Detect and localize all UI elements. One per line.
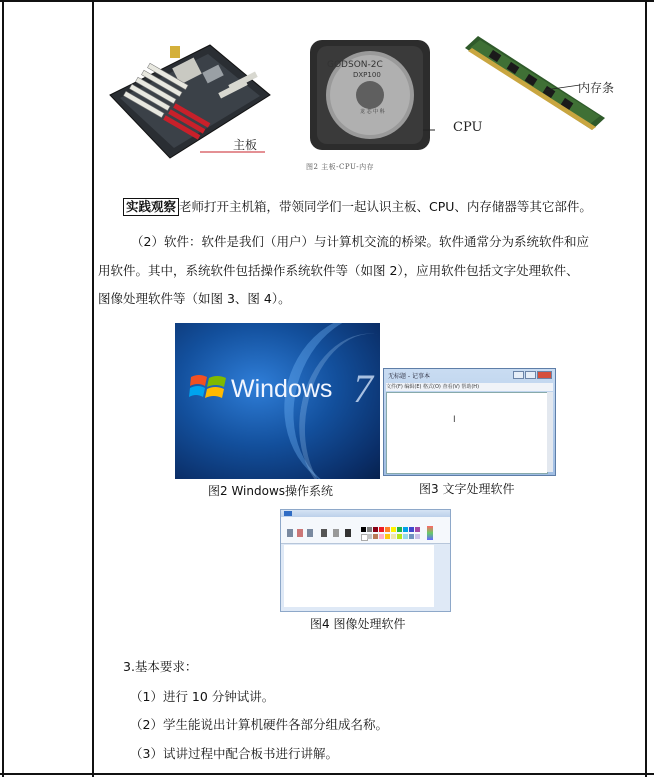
color-swatch bbox=[385, 527, 390, 532]
practice-tag: 实践观察 bbox=[123, 198, 179, 216]
paragraph-software-line2: 用软件。其中，系统软件包括操作系统软件等（如图 2），应用软件包括文字处理软件、 bbox=[98, 263, 579, 278]
requirement-item: （2）学生能说出计算机硬件各部分组成名称。 bbox=[130, 717, 388, 732]
notepad-window-controls bbox=[513, 371, 552, 379]
color-swatch bbox=[391, 534, 396, 539]
figure-caption-notepad: 图3 文字处理软件 bbox=[419, 482, 515, 496]
cpu-chip-image bbox=[305, 35, 435, 155]
paint-tool-icon bbox=[345, 529, 351, 537]
table-border-left bbox=[2, 0, 4, 777]
minimize-icon bbox=[513, 371, 524, 379]
cpu-label: CPU bbox=[453, 120, 483, 135]
practice-text: 老师打开主机箱，带领同学们一起认识主板、CPU、内存储器等其它部件。 bbox=[179, 199, 592, 214]
windows-logo-icon bbox=[189, 369, 229, 405]
paragraph-software-line3: 图像处理软件等（如图 3、图 4）。 bbox=[98, 291, 291, 306]
color-swatch bbox=[367, 534, 372, 539]
table-border-bottom bbox=[0, 773, 654, 775]
paint-tool-icon bbox=[297, 529, 303, 537]
color-swatch bbox=[391, 527, 396, 532]
color-swatch bbox=[403, 534, 408, 539]
notepad-menu-bar: 文件(F) 编辑(E) 格式(O) 查看(V) 帮助(H) bbox=[386, 383, 553, 391]
paragraph-software-line1: （2）软件：软件是我们（用户）与计算机交流的桥梁。软件通常分为系统软件和应 bbox=[131, 234, 589, 249]
notepad-title: 无标题 - 记事本 bbox=[388, 373, 430, 380]
color-swatch bbox=[415, 534, 420, 539]
maximize-icon bbox=[525, 371, 536, 379]
requirement-item: （3）试讲过程中配合板书进行讲解。 bbox=[130, 746, 338, 761]
paint-tool-icon bbox=[307, 529, 313, 537]
color-swatch bbox=[379, 534, 384, 539]
paint-edit-colors-icon bbox=[427, 526, 433, 540]
color-swatch bbox=[367, 527, 372, 532]
notepad-window-image bbox=[383, 368, 556, 476]
cpu-chip-brand: 龙 芯 中 科 bbox=[360, 109, 385, 115]
color-swatch bbox=[409, 534, 414, 539]
paint-file-tab bbox=[284, 511, 292, 516]
paint-tool-icon bbox=[287, 529, 293, 537]
table-border-right bbox=[645, 0, 647, 777]
cpu-chip-text: GODSON-2C bbox=[327, 60, 383, 70]
paint-window-image bbox=[280, 509, 451, 612]
paragraph-practice bbox=[123, 198, 592, 216]
color-swatch bbox=[373, 527, 378, 532]
cpu-chip-subtext: DXP100 bbox=[353, 71, 381, 79]
color-swatch bbox=[361, 527, 366, 532]
windows-splash-image bbox=[175, 323, 380, 479]
notepad-text-area bbox=[386, 392, 548, 474]
color-swatch bbox=[385, 534, 390, 539]
paint-tool-icon bbox=[333, 529, 339, 537]
color-swatch bbox=[397, 534, 402, 539]
close-icon bbox=[537, 371, 552, 379]
paint-tool-icon bbox=[321, 529, 327, 537]
paint-canvas bbox=[284, 545, 434, 607]
color-swatch bbox=[397, 527, 402, 532]
figure-caption-hardware: 图2 主板-CPU-内存 bbox=[306, 163, 375, 171]
color-swatch bbox=[373, 534, 378, 539]
color-swatch bbox=[415, 527, 420, 532]
color-swatch bbox=[409, 527, 414, 532]
paint-ribbon bbox=[281, 517, 450, 544]
table-border-top bbox=[0, 0, 654, 2]
windows-brand-text: Windows bbox=[231, 375, 333, 403]
requirements-heading: 3.基本要求： bbox=[123, 659, 198, 674]
figure-caption-windows: 图2 Windows操作系统 bbox=[208, 484, 334, 498]
table-border-column bbox=[92, 0, 94, 777]
color-swatch bbox=[403, 527, 408, 532]
text-cursor-icon: I bbox=[453, 415, 456, 425]
notepad-scrollbar bbox=[547, 392, 553, 472]
memory-label: 内存条 bbox=[578, 81, 615, 95]
figure-caption-paint: 图4 图像处理软件 bbox=[310, 617, 406, 631]
paint-title-bar bbox=[281, 510, 450, 517]
color-swatch bbox=[379, 527, 384, 532]
motherboard-label: 主板 bbox=[233, 138, 258, 152]
requirement-item: （1）进行 10 分钟试讲。 bbox=[130, 689, 275, 704]
windows-version-mark: 7 bbox=[353, 366, 373, 411]
